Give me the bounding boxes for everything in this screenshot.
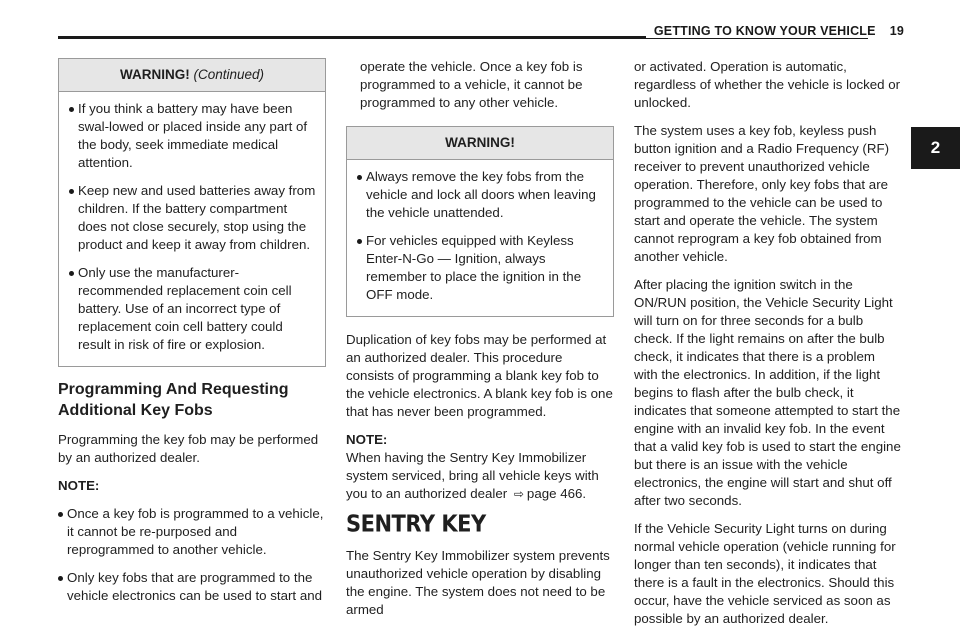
bullet-icon	[69, 107, 74, 112]
warning-item: If you think a battery may have been swal-lowed or placed inside any part of the body, seek immediate medical attention.	[69, 100, 317, 172]
warning-box	[346, 126, 614, 317]
sentry-key-heading: SENTRY KEY	[346, 510, 486, 538]
warning-list	[59, 92, 325, 366]
intro-paragraph: Programming the key fob may be performed by an authorized dealer.	[58, 432, 319, 465]
warning-item: For vehicles equipped with Keyless Enter-N-Go — Ignition, always remember to place the ignition in the OFF mode.	[357, 232, 605, 304]
warning-item: Only use the manufacturer-recommended replacement coin cell battery. Use of an incorrect type of replacement coin cell battery could result in risk of fire or explosion.	[69, 264, 317, 354]
note-label: NOTE:	[346, 432, 388, 447]
arrow-right-icon: ⇨	[513, 487, 524, 501]
note-label: NOTE:	[58, 478, 100, 493]
page-reference-link[interactable]: page 466.	[526, 486, 587, 501]
warning-list	[347, 160, 613, 316]
note-item: Once a key fob is programmed to a vehicle, it cannot be re-purposed and reprogrammed to another vehicle.	[58, 505, 326, 559]
running-header	[646, 24, 904, 38]
section-title: GETTING TO KNOW YOUR VEHICLE	[653, 24, 876, 38]
paragraph: After placing the ignition switch in the ON/RUN position, the Vehicle Security Light will turn on for three seconds for a bulb check. If the light remains on after the bulb check, it indicates that there is a problem with the electronics. In addition, if the light begins to flash after the bulb check, it indicates that someone attempted to start the engine with an invalid key fob. In the event that a valid key fob is used to start the engine but there is an issue with the vehicle electronics, the engine will start and shut off after two seconds.	[634, 277, 901, 508]
warning-box-continued	[58, 58, 326, 367]
sentry-paragraph: The Sentry Key Immobilizer system prevents unauthorized vehicle operation by disabling the engine. The system does not need to be armed	[346, 548, 610, 617]
bullet-icon	[69, 189, 74, 194]
warning-title: WARNING! (Continued)	[59, 59, 325, 92]
bullet-icon	[357, 175, 362, 180]
warning-subtitle: (Continued)	[193, 67, 265, 82]
paragraph: or activated. Operation is automatic, regardless of whether the vehicle is locked or unlocked.	[634, 59, 901, 110]
warning-item: Always remove the key fobs from the vehicle and lock all doors when leaving the vehicle unattended.	[357, 168, 605, 222]
paragraph: If the Vehicle Security Light turns on during normal vehicle operation (vehicle running for longer than ten seconds), it indicates that there is a fault in the electronics. Should this occur, have the vehicle serviced as soon as possible by an authorized dealer.	[634, 521, 896, 626]
note-item: Only key fobs that are programmed to the vehicle electronics can be used to start and	[58, 569, 326, 605]
column-1	[58, 58, 326, 615]
duplication-paragraph: Duplication of key fobs may be performed at an authorized dealer. This procedure consists of programming a blank key fob to the vehicle electronics. A blank key fob is one that has never been programmed.	[346, 332, 613, 419]
note-list	[58, 505, 326, 605]
column-2	[346, 58, 614, 629]
section-heading-programming: Programming And Requesting Additional Key Fobs	[58, 381, 289, 419]
bullet-icon	[357, 239, 362, 244]
bullet-icon	[69, 271, 74, 276]
warning-item: Keep new and used batteries away from children. If the battery compartment does not close securely, stop using the product and keep it away from children.	[69, 182, 317, 254]
chapter-tab[interactable]: 2	[911, 127, 960, 169]
warning-title: WARNING!	[347, 127, 613, 160]
continued-list-text: operate the vehicle. Once a key fob is programmed to a vehicle, it cannot be programmed to any other vehicle.	[360, 59, 583, 110]
bullet-icon	[58, 512, 63, 517]
column-3	[634, 58, 902, 638]
page-number: 19	[889, 24, 904, 38]
note-text: When having the Sentry Key Immobilizer system serviced, bring all vehicle keys with you to an authorized dealer ⇨ page 466.	[346, 450, 599, 501]
paragraph: The system uses a key fob, keyless push button ignition and a Radio Frequency (RF) receiver to prevent unauthorized vehicle operation. Therefore, only key fobs that are programmed to the vehicle can be used to start and operate the vehicle. The system cannot reprogram a key fob obtained from another vehicle.	[634, 123, 889, 264]
bullet-icon	[58, 576, 63, 581]
